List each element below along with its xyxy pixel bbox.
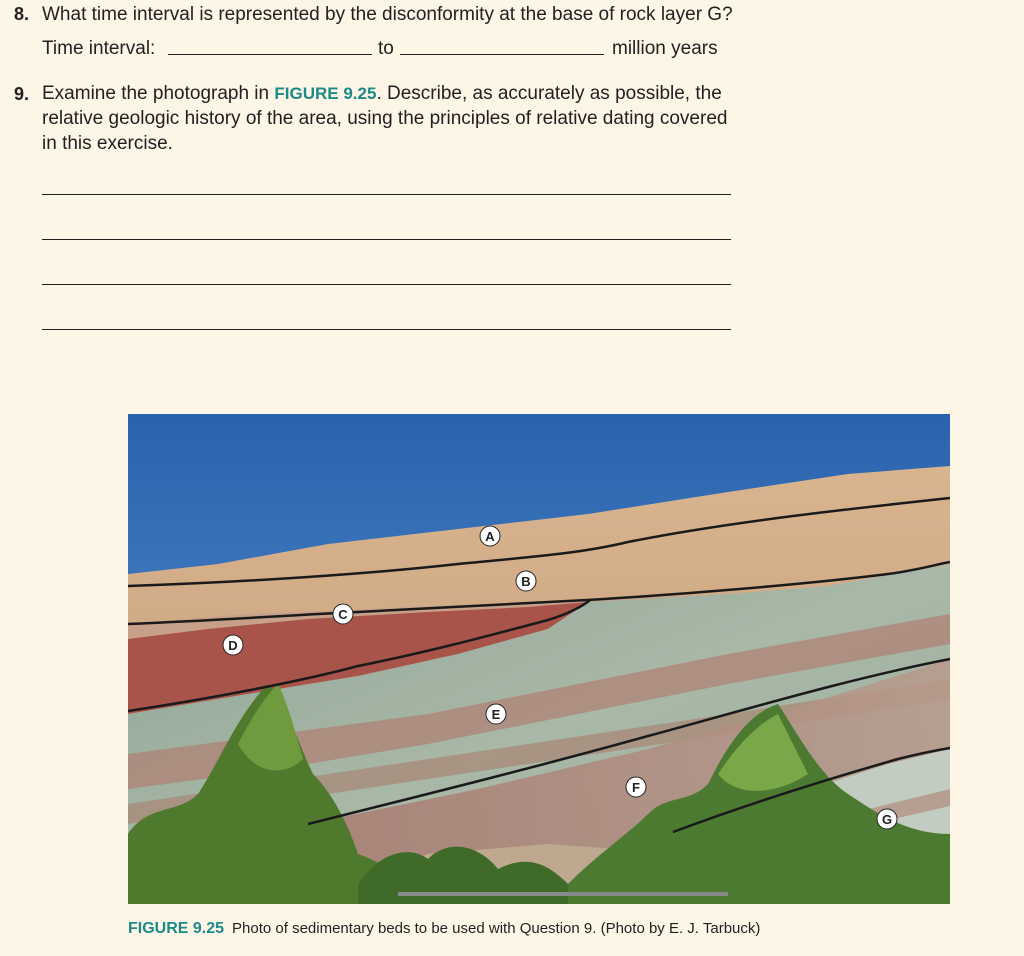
- sedimentary-beds-photo: [128, 414, 950, 904]
- to-label: to: [378, 38, 394, 59]
- layer-label-a: [480, 526, 500, 546]
- million-years-label: million years: [612, 38, 718, 59]
- layer-label-g: [877, 809, 897, 829]
- question-9-text-after: . Describe, as accurately as possible, the relative geologic history of the area, using the principles of relative dating covered in this exercise.: [42, 83, 728, 154]
- layer-label-c: [333, 604, 353, 624]
- layer-label-g-text: G: [881, 812, 893, 827]
- question-9-number: 9.: [14, 84, 30, 104]
- caption-text: Photo of sedimentary beds to be used with Question 9. (Photo by E. J. Tarbuck): [232, 920, 761, 937]
- question-9-prompt: [42, 81, 742, 156]
- layer-label-c-text: C: [338, 607, 348, 622]
- question-8-number: 8.: [14, 4, 30, 24]
- layer-label-f: [626, 777, 646, 797]
- caption-figure-label: FIGURE 9.25: [128, 920, 225, 937]
- layer-label-f-text: F: [632, 780, 640, 795]
- question-9-text-before: Examine the photograph in: [42, 83, 275, 104]
- answer-line[interactable]: [42, 239, 731, 240]
- figure-caption: [128, 920, 760, 938]
- interval-end-blank[interactable]: [400, 54, 604, 55]
- layer-label-e-text: E: [491, 707, 501, 722]
- answer-line[interactable]: [42, 284, 731, 285]
- answer-line[interactable]: [42, 329, 731, 330]
- answer-line[interactable]: [42, 194, 731, 195]
- road: [398, 892, 728, 896]
- time-interval-label: Time interval:: [42, 38, 156, 59]
- figure-reference: FIGURE 9.25: [274, 84, 377, 103]
- layer-label-d: [223, 635, 243, 655]
- layer-label-b: [516, 571, 536, 591]
- layer-label-d-text: D: [228, 638, 238, 653]
- layer-label-a-text: A: [485, 529, 495, 544]
- layer-label-e: [486, 704, 506, 724]
- layer-label-b-text: B: [521, 574, 531, 589]
- interval-start-blank[interactable]: [168, 54, 372, 55]
- question-8-prompt: What time interval is represented by the disconformity at the base of rock layer G?: [42, 4, 733, 25]
